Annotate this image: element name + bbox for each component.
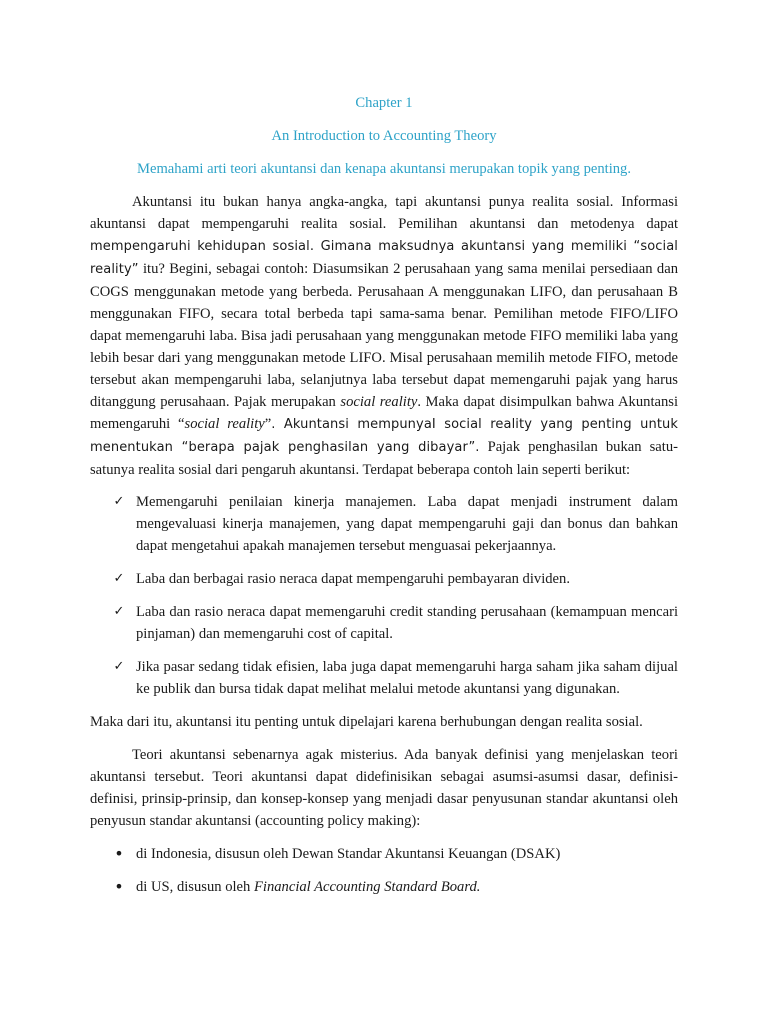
theory-paragraph: Teori akuntansi sebenarnya agak misterius. Ada banyak definisi yang menjelaskan teori akuntansi tersebut. Teori akuntansi dapat didefinisikan sebagai asumsi-asumsi dasar, definisi-definisi, prinsip-prinsip, dan konsep-konsep yang menjadi dasar penyusunan standar akuntansi oleh penyusun standar akuntansi (accounting policy making): [90, 747, 678, 829]
intro-text-9: . Akuntansi mempunyaI social reality yang penting untuk menentukan “berapa pajak penghasilan yang dibayar”. [90, 417, 678, 455]
checklist-item-text: Jika pasar sedang tidak efisien, laba juga dapat memengaruhi harga saham jika saham dijual ke publik dan bursa tidak dapat melihat melalui metode akuntansi yang digunakan. [136, 659, 678, 697]
checklist-item [90, 491, 678, 557]
document-page [90, 88, 678, 909]
bullet-item-us [90, 876, 678, 898]
conclusion-paragraph: Maka dari itu, akuntansi itu penting untuk dipelajari karena berhubungan dengan realita sosial. [90, 714, 643, 730]
intro-text-3: . Gimana maksudnya akuntansi yang memiliki “social reality” [90, 239, 679, 277]
intro-text-1: Akuntansi itu bukan hanya angka-angka, tapi akuntansi punya realita sosial. Informasi akuntansi dapat mempengaruhi realita sosial. Pemilihan akuntansi dan metodenya dapat [90, 194, 678, 232]
checklist-item [90, 568, 678, 590]
bullet-item-text: di Indonesia, disusun oleh Dewan Standar Akuntansi Keuangan (DSAK) [136, 846, 561, 862]
bullet-icon: • [114, 844, 124, 863]
chapter-label: Chapter 1 [355, 95, 413, 111]
intro-text-8: ” [264, 416, 272, 432]
chapter-title: An Introduction to Accounting Theory [271, 128, 497, 144]
bullet-icon: • [114, 877, 124, 896]
checklist-item [90, 656, 678, 700]
intro-text-6: . Maka dapat disimpulkan bahwa Akuntansi memengaruhi “ [90, 394, 679, 432]
standard-setters-list [90, 843, 678, 898]
intro-paragraph [90, 191, 678, 481]
intro-text-10: Pajak penghasilan bukan satu-satunya realita sosial dari pengaruh akuntansi. Terdapat beberapa contoh lain seperti berikut: [90, 439, 678, 478]
checkmark-icon: ✓ [113, 494, 125, 509]
bullet-item-text-prefix: di US, disusun oleh [136, 879, 254, 895]
checklist-item-text: Laba dan rasio neraca dapat memengaruhi credit standing perusahaan (kemampuan mencari pinjaman) dan memengaruhi cost of capital. [136, 604, 678, 642]
effects-checklist [90, 491, 678, 700]
checklist-item-text: Laba dan berbagai rasio neraca dapat mempengaruhi pembayaran dividen. [136, 571, 570, 587]
checkmark-icon: ✓ [113, 604, 125, 619]
bullet-item-indonesia [90, 843, 678, 865]
intro-emphasis-2: social reality [184, 416, 265, 432]
checklist-item [90, 601, 678, 645]
intro-text-4: itu? Begini, sebagai contoh: Diasumsikan 2 perusahaan yang sama menilai persediaan dan COGS menggunakan metode yang berbeda. Perusahaan A menggunakan LIFO, dan perusahaan B menggunakan FIFO, secara total berbeda tapi sama-sama benar. Pemilihan metode FIFO/LIFO dapat memengaruhi laba. Bisa jadi perusahaan yang menggunakan metode FIFO memiliki laba yang lebih besar dari yang menggunakan metode LIFO. Misal perusahaan memilih metode FIFO, metode tersebut akan mempengaruhi laba, selanjutnya laba tersebut dapat memengaruhi pajak yang harus ditanggung perusahaan. Pajak merupakan [90, 261, 678, 410]
checkmark-icon: ✓ [113, 571, 125, 586]
intro-text-2: mempengaruhi kehidupan sosial [90, 239, 310, 254]
checkmark-icon: ✓ [113, 659, 125, 674]
checklist-item-text: Memengaruhi penilaian kinerja manajemen. Laba dapat menjadi instrument dalam mengevaluasi kinerja manajemen, yang dapat mempengaruhi gaji dan bonus dan bahkan dapat mengetahui apakah manajemen tersebut menguasai pekerjaannya. [136, 494, 678, 554]
intro-emphasis-1: social reality [340, 394, 418, 410]
chapter-subtitle: Memahami arti teori akuntansi dan kenapa akuntansi merupakan topik yang penting. [136, 161, 631, 177]
bullet-item-fasb: Financial Accounting Standard Board. [253, 879, 481, 895]
